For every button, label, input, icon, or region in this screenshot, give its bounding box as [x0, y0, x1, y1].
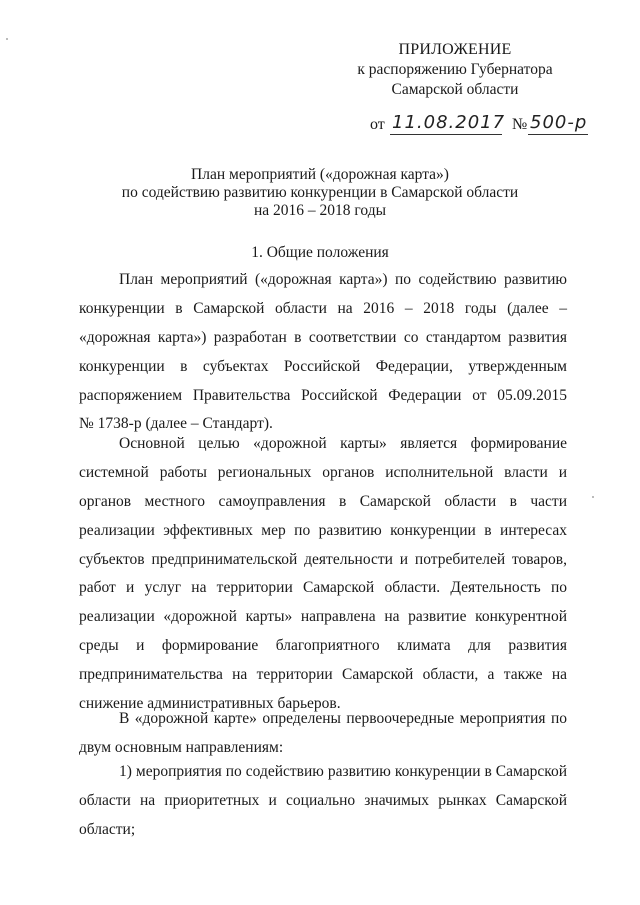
text-line: 1) мероприятия по содействию развитию конкуренции в Самарской	[119, 763, 567, 780]
text-line: конкуренции в Самарской области на 2016 – 2018 годы (далее –	[79, 299, 567, 317]
appendix-line: к распоряжению Губернатора	[357, 61, 553, 78]
text-line: В «дорожной карте» определены первоочередные мероприятия по	[119, 710, 567, 727]
scan-speck	[6, 38, 8, 40]
scan-speck	[592, 496, 594, 498]
text-line: органов местного самоуправления в Самарской области в части	[79, 492, 567, 510]
text-line: реализации «дорожной карты» направлена на развитие конкурентной	[79, 608, 567, 626]
text-line: предпринимательства на территории Самарской области, а также на	[79, 666, 567, 684]
text-line: субъектов предпринимательской деятельности и потребителей товаров,	[79, 550, 567, 568]
text-line: двум основным направлениям:	[79, 738, 284, 756]
section-heading: 1. Общие положения	[251, 244, 389, 261]
order-number-handwritten: 500-р	[530, 112, 588, 133]
text-line: Основной целью «дорожной карты» является формирование	[119, 435, 567, 452]
paragraph-3	[79, 705, 567, 763]
appendix-heading: ПРИЛОЖЕНИЕ	[398, 41, 512, 58]
title-line: по содействию развитию конкуренции в Самарской области	[121, 184, 519, 201]
paragraph-4	[79, 758, 567, 845]
appendix-block	[340, 40, 570, 100]
title-line: на 2016 – 2018 годы	[254, 202, 386, 219]
text-line: работ и услуг на территории Самарской области. Деятельность по	[79, 579, 567, 597]
paragraph-2	[79, 430, 567, 719]
text-line: реализации эффективных мер по развитию конкуренции в интересах	[79, 521, 567, 539]
text-line: № 1738-р (далее – Стандарт).	[79, 415, 273, 433]
text-line: снижение административных барьеров.	[79, 695, 341, 713]
text-line: среды и формирование благоприятного климата для развития	[79, 637, 567, 655]
number-underline	[528, 134, 588, 135]
order-from-label: от	[370, 116, 385, 133]
text-line: План мероприятий («дорожная карта») по содействию развитию	[119, 271, 567, 288]
text-line: конкуренции в субъектах Российской Федерации, утвержденным	[79, 357, 567, 375]
document-title	[60, 166, 580, 220]
paragraph-1	[79, 266, 567, 439]
text-line: «дорожная карта») разработан в соответствии со стандартом развития	[79, 328, 567, 346]
text-line: распоряжением Правительства Российской Федерации от 05.09.2015	[79, 386, 567, 404]
order-reference	[370, 112, 590, 140]
text-line: области;	[79, 820, 136, 838]
date-underline	[390, 134, 502, 135]
appendix-line: Самарской области	[391, 81, 519, 98]
order-number-label: №	[512, 116, 528, 133]
text-line: системной работы региональных органов исполнительной власти и	[79, 463, 567, 481]
title-line: План мероприятий («дорожная карта»)	[191, 166, 449, 183]
text-line: области на приоритетных и социально значимых рынках Самарской	[79, 791, 567, 809]
order-date-handwritten: 11.08.2017	[392, 112, 506, 133]
